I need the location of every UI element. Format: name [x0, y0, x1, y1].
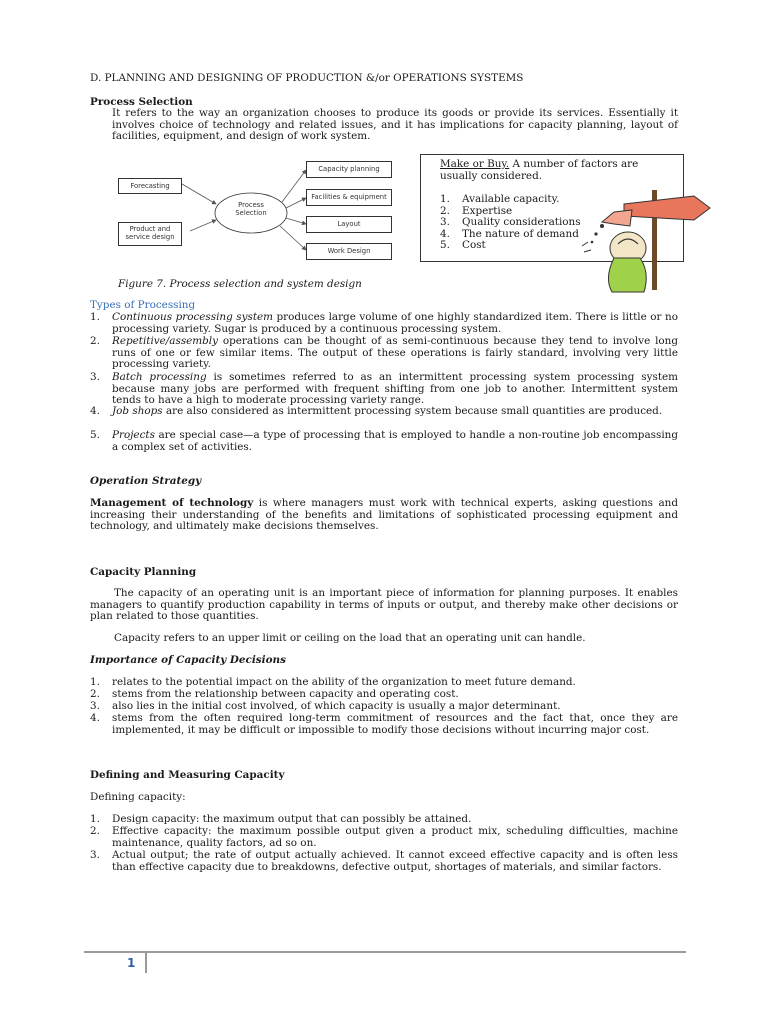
footer-rule — [84, 951, 686, 953]
list-item: 1. Available capacity. — [440, 193, 560, 205]
capacity-planning-box: Capacity planning — [306, 161, 392, 178]
list-item: 2. Effective capacity: the maximum possible output given a product mix, scheduling difficulties, machine maintenance, quality factors, ad so on. — [90, 825, 678, 849]
list-item: 4. Job shops are also considered as intermittent processing system because small quantities are produced. — [90, 405, 663, 417]
capacity-planning-title: Capacity Planning — [90, 566, 197, 578]
list-item: 1. Continuous processing system produces large volume of one highly standardized item. There is little or no processing variety. Sugar is produced by a continuous processing system. — [90, 311, 678, 335]
footer-divider — [145, 953, 147, 973]
process-diagram — [110, 156, 400, 264]
page-number: 1 — [127, 956, 136, 970]
work-design-box: Work Design — [306, 243, 392, 260]
process-selection-label: Process Selection — [235, 201, 267, 217]
list-item: 4. stems from the often required long-term commitment of resources and the fact that, once they are implemented, it may be difficult or impossible to modify those decisions without incurring major cost. — [90, 712, 678, 736]
list-item: 3. Actual output; the rate of output actually achieved. It cannot exceed effective capacity and is often less than effective capacity due to breakdowns, defective output, shortages of materials, and similar factors. — [90, 849, 678, 873]
list-item: 4. The nature of demand — [440, 227, 579, 240]
list-item: 5. Cost — [440, 239, 486, 252]
defining-title: Defining and Measuring Capacity — [90, 769, 285, 781]
make-or-buy-title: Make or Buy. — [440, 158, 510, 170]
process-selection-title: Process Selection — [90, 96, 193, 108]
layout-box: Layout — [306, 216, 392, 233]
importance-title: Importance of Capacity Decisions — [90, 654, 286, 666]
make-or-buy-intro: A number of factors are usually considered. — [440, 158, 639, 182]
operation-strategy-body: Management of technology is where managers must work with technical experts, asking questions and increasing their understanding of the benefits and limitations of sophisticated processing equipment and technology, and ultimately make decisions themselves. — [90, 497, 678, 533]
list-item: 1. Design capacity: the maximum output that can possibly be attained. — [90, 813, 472, 825]
confused-person-signpost-clipart — [574, 186, 714, 298]
forecasting-box: Forecasting — [118, 178, 182, 194]
list-item: 3. Quality considerations — [440, 216, 581, 229]
product-design-box: Product and service design — [118, 222, 182, 246]
list-item: 3. Batch processing is sometimes referred to as an intermittent processing system processing system because many jobs are performed with frequent shifting from one job to another. Intermittent system tends to have a high to moderate processing variety range. — [90, 371, 678, 407]
process-selection-body: It refers to the way an organization chooses to produce its goods or provide its services. Essentially it involves choice of technology and related issues, and it has implications for capacity planning, layout of facilities, equipment, and design of work system. — [112, 107, 678, 143]
capacity-planning-p2: Capacity refers to an upper limit or ceiling on the load that an operating unit can handle. — [114, 632, 586, 644]
facilities-equipment-box: Facilities & equipment — [306, 189, 392, 206]
types-title: Types of Processing — [90, 299, 196, 311]
figure-caption: Figure 7. Process selection and system design — [118, 278, 362, 290]
list-item: 2. stems from the relationship between capacity and operating cost. — [90, 688, 459, 700]
list-item: 5. Projects are special case—a type of processing that is employed to handle a non-routine job encompassing a complex set of activities. — [90, 429, 678, 453]
list-item: 3. also lies in the initial cost involved, of which capacity is usually a major determinant. — [90, 700, 561, 712]
page-heading: D. PLANNING AND DESIGNING OF PRODUCTION &/or OPERATIONS SYSTEMS — [90, 72, 524, 84]
list-item: 1. relates to the potential impact on the ability of the organization to meet future demand. — [90, 676, 576, 688]
operation-strategy-title: Operation Strategy — [90, 475, 202, 487]
list-item: 2. Expertise — [440, 204, 513, 217]
capacity-planning-p1: The capacity of an operating unit is an important piece of information for planning purposes. It enables managers to quantify production capability in terms of inputs or output, and thereby make other decisions or plan related to those quantities. — [90, 587, 678, 623]
defining-intro: Defining capacity: — [90, 791, 186, 803]
list-item: 2. Repetitive/assembly operations can be thought of as semi-continuous because they tend to involve long runs of one or few similar items. The output of these operations is fairly standard, involving very little processing variety. — [90, 335, 678, 371]
